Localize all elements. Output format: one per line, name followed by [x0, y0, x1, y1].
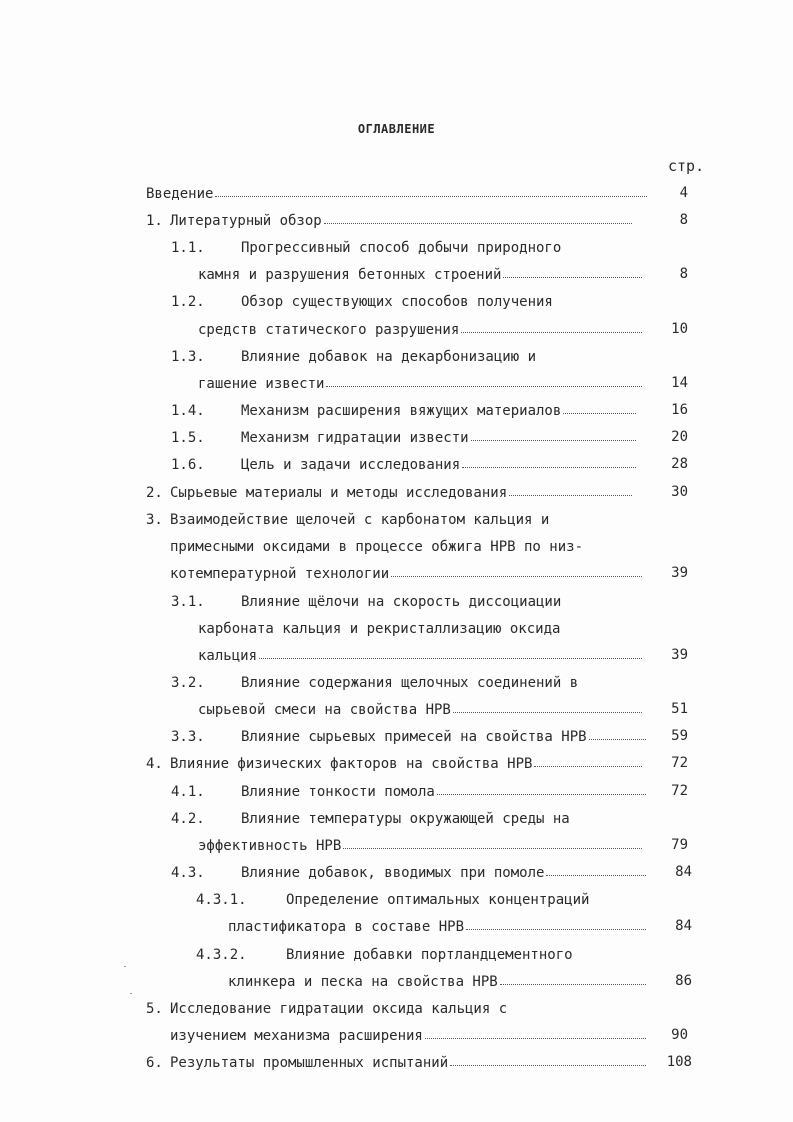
toc-entry-title: Влияние добавок, вводимых при помоле [241, 865, 545, 881]
toc-entry-title-cont: кальция [198, 648, 258, 664]
toc-entry-title: Взаимодействие щелочей с карбонатом кальция и [170, 512, 550, 528]
toc-entry-title: Сырьевые материалы и методы исследования [170, 485, 508, 501]
toc-entry-4-3-1 [196, 888, 589, 908]
toc-page-number: 8 [679, 212, 688, 228]
toc-entry-5-cont [170, 1024, 650, 1044]
toc-entry-title-cont: гашение извести [198, 376, 325, 392]
page-title: ОГЛАВЛЕНИЕ [357, 122, 436, 136]
toc-page-number: 14 [671, 375, 688, 391]
toc-page-number: 51 [671, 701, 688, 717]
toc-entry-3-cont1 [170, 535, 583, 555]
scan-speck [124, 966, 126, 967]
toc-entry-3 [146, 508, 549, 528]
toc-entry-title: Механизм гидратации извести [241, 430, 469, 446]
toc-entry-title-cont: карбоната кальция и рекристаллизацию оксида [198, 621, 561, 637]
toc-entry-3-cont2 [170, 562, 646, 582]
toc-page-number: 59 [671, 728, 688, 744]
toc-entry-4-3 [171, 861, 650, 881]
toc-entry-number: 4.2. [171, 811, 205, 827]
toc-entry-title: Механизм расширения вяжущих материалов [241, 403, 562, 419]
toc-entry-3-2 [171, 671, 578, 691]
toc-entry-3-1-cont1 [198, 617, 560, 637]
toc-entry-title: Влияние содержания щелочных соединений в [241, 675, 579, 691]
toc-entry-1-3-cont [198, 372, 646, 392]
toc-entry-number: 1.2. [171, 294, 205, 310]
toc-entry-title: Прогрессивный способ добычи природного [241, 240, 562, 256]
toc-entry-number: 1.1. [171, 240, 205, 256]
toc-entry-4-2-cont [198, 834, 646, 854]
toc-entry-number: 3.2. [171, 675, 205, 691]
toc-page-number: 28 [671, 456, 688, 472]
toc-entry-2 [146, 481, 636, 501]
toc-entry-title-cont: эффективность НРВ [198, 838, 342, 854]
toc-entry-1-2-cont [198, 318, 646, 338]
toc-entry-title: Влияние температуры окружающей среды на [241, 811, 570, 827]
toc-entry-title: Влияние тонкости помола [241, 784, 435, 800]
toc-entry-1-1-cont [198, 263, 646, 283]
toc-page-number: 20 [671, 429, 688, 445]
toc-entry-1-4 [171, 399, 640, 419]
toc-entry-1 [146, 209, 636, 229]
toc-entry-title: Определение оптимальных концентраций [286, 892, 590, 908]
toc-page-number: 84 [675, 864, 692, 880]
toc-entry-title: Цель и задачи исследования [241, 457, 461, 473]
toc-entry-number: 3.1. [171, 594, 205, 610]
toc-page-number: 108 [666, 1054, 692, 1070]
toc-entry-1-1 [171, 236, 561, 256]
toc-page-number: 10 [671, 321, 688, 337]
toc-entry-title: Литературный обзор [170, 213, 322, 229]
toc-entry-number: 2. [146, 485, 163, 501]
toc-entry-number: 4.3.1. [196, 892, 247, 908]
toc-entry-4-1 [171, 780, 650, 800]
toc-entry-number: 4. [146, 756, 163, 772]
toc-entry-3-1-cont2 [198, 644, 646, 664]
toc-page-number: 86 [675, 973, 692, 989]
toc-page-number: 16 [671, 402, 688, 418]
toc-page-number: 4 [679, 185, 688, 201]
toc-entry-title: Влияние добавок на декарбонизацию и [241, 349, 537, 365]
toc-entry-6 [146, 1051, 650, 1071]
toc-entry-1-2 [171, 290, 553, 310]
toc-entry-1-3 [171, 345, 536, 365]
toc-entry-title-cont: примесными оксидами в процессе обжига НРВ по низ- [170, 539, 584, 555]
toc-entry-number: 3. [146, 512, 163, 528]
toc-entry-title-cont: клинкера и песка на свойства НРВ [228, 974, 498, 990]
toc-entry-3-3 [171, 725, 650, 745]
toc-entry-4-3-2 [196, 943, 573, 963]
toc-entry-number: 1.3. [171, 349, 205, 365]
toc-entry-4 [146, 752, 646, 772]
toc-entry-title-cont: пластификатора в составе НРВ [228, 919, 465, 935]
toc-entry-title: Результаты промышленных испытаний [170, 1055, 449, 1071]
toc-entry-number: 1.6. [171, 457, 205, 473]
toc-entry-3-2-cont [198, 698, 646, 718]
toc-entry-4-2 [171, 807, 570, 827]
toc-entry-5 [146, 997, 507, 1017]
toc-entry-title: Влияние щёлочи на скорость диссоциации [241, 594, 562, 610]
toc-page-number: 39 [671, 565, 688, 581]
toc-entry-number: 3.3. [171, 729, 205, 745]
toc-entry-title-cont: сырьевой смеси на свойства НРВ [198, 702, 451, 718]
toc-page-number: 84 [675, 918, 692, 934]
toc-entry-title: Влияние сырьевых примесей на свойства НРВ [241, 729, 587, 745]
toc-entry-4-3-2-cont [228, 970, 650, 990]
toc-page-number: 39 [671, 647, 688, 663]
toc-entry-number: 5. [146, 1001, 163, 1017]
toc-entry-number: 1.4. [171, 403, 205, 419]
toc-entry-number: 4.1. [171, 784, 205, 800]
toc-entry-4-3-1-cont [228, 915, 650, 935]
toc-entry-intro [146, 182, 651, 202]
toc-page-number: 72 [671, 755, 688, 771]
scan-speck [130, 993, 132, 994]
toc-page-number: 79 [671, 837, 688, 853]
toc-entry-title: Обзор существующих способов получения [241, 294, 553, 310]
toc-page-number: 8 [679, 266, 688, 282]
toc-page-number: 72 [671, 783, 688, 799]
toc-entry-title: Исследование гидратации оксида кальция с [170, 1001, 508, 1017]
toc-entry-1-5 [171, 426, 640, 446]
page-column-label: стр. [668, 157, 705, 175]
toc-entry-title: Введение [146, 186, 214, 202]
toc-entry-title: Влияние физических факторов на свойства НРВ [170, 756, 533, 772]
toc-entry-title-cont: котемпературной технологии [170, 566, 390, 582]
toc-entry-title-cont: изучением механизма расширения [170, 1028, 423, 1044]
toc-entry-number: 6. [146, 1055, 163, 1071]
toc-entry-number: 1.5. [171, 430, 205, 446]
toc-page-number: 90 [671, 1027, 688, 1043]
toc-entry-3-1 [171, 590, 561, 610]
toc-entry-title: Влияние добавки портландцементного [286, 947, 573, 963]
toc-entry-number: 4.3.2. [196, 947, 247, 963]
toc-entry-1-6 [171, 453, 640, 473]
toc-entry-title-cont: камня и разрушения бетонных строений [198, 267, 502, 283]
toc-entry-number: 4.3. [171, 865, 205, 881]
toc-entry-number: 1. [146, 213, 163, 229]
toc-entry-title-cont: средств статического разрушения [198, 322, 460, 338]
toc-page-number: 30 [671, 484, 688, 500]
